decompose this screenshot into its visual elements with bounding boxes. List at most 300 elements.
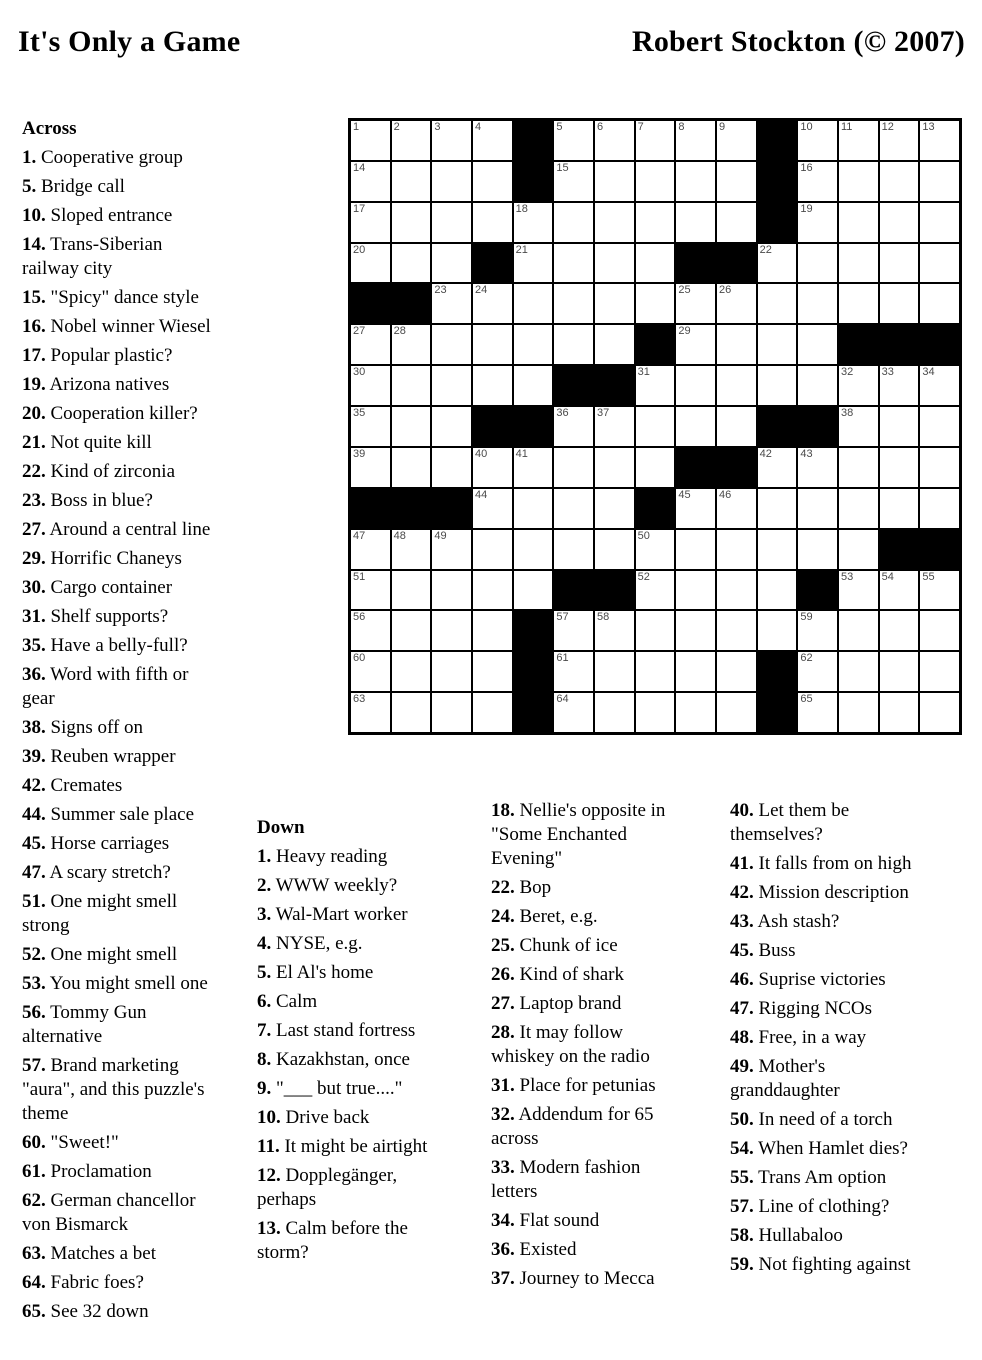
- grid-cell-white: [595, 530, 634, 569]
- clue-number: 5.: [22, 176, 37, 197]
- grid-cell-white: [432, 407, 471, 446]
- cell-number: 41: [515, 447, 528, 460]
- grid-cell-black: [554, 571, 593, 610]
- grid-cell-white: [839, 203, 878, 242]
- clue-number: 13.: [257, 1218, 281, 1239]
- across-clue-21: 21. Not quite kill: [22, 432, 152, 453]
- grid-cell-white: [920, 693, 959, 732]
- clue-number: 17.: [22, 345, 46, 366]
- clue-number: 35.: [22, 635, 46, 656]
- clue-number: 43.: [730, 911, 754, 932]
- grid-cell-white: [676, 284, 715, 323]
- grid-cell-white: [676, 571, 715, 610]
- cell-number: 40: [475, 447, 488, 460]
- grid-cell-white: [880, 121, 919, 160]
- cell-number: 31: [637, 366, 650, 379]
- down-clue-31: 31. Place for petunias: [491, 1075, 656, 1096]
- grid-cell-white: [798, 693, 837, 732]
- clue-number: 15.: [22, 287, 46, 308]
- clue-number: 62.: [22, 1190, 46, 1211]
- grid-cell-white: [432, 652, 471, 691]
- clue-number: 31.: [22, 606, 46, 627]
- grid-cell-black: [758, 652, 797, 691]
- down-clue-43: 43. Ash stash?: [730, 911, 840, 932]
- cell-number: 51: [353, 570, 366, 583]
- cell-number: 49: [434, 529, 447, 542]
- grid-cell-white: [880, 284, 919, 323]
- clue-number: 1.: [257, 846, 272, 867]
- down-clue-49: 49. Mother's granddaughter: [730, 1056, 840, 1101]
- grid-cell-white: [880, 407, 919, 446]
- clue-number: 45.: [22, 833, 46, 854]
- grid-cell-white: [839, 121, 878, 160]
- across-clue-27: 27. Around a central line: [22, 519, 211, 540]
- cell-number: 55: [922, 570, 935, 583]
- grid-cell-white: [636, 121, 675, 160]
- clue-number: 47.: [22, 862, 46, 883]
- grid-cell-black: [473, 244, 512, 283]
- grid-cell-white: [798, 530, 837, 569]
- cell-number: 45: [678, 488, 691, 501]
- grid-cell-white: [717, 530, 756, 569]
- grid-cell-white: [758, 530, 797, 569]
- down-clue-32: 32. Addendum for 65 across: [491, 1104, 654, 1149]
- cell-number: 23: [434, 284, 447, 297]
- grid-cell-white: [798, 489, 837, 528]
- down-clue-40: 40. Let them be themselves?: [730, 800, 850, 845]
- grid-cell-white: [514, 448, 553, 487]
- clue-number: 63.: [22, 1243, 46, 1264]
- clue-number: 9.: [257, 1078, 272, 1099]
- clue-number: 64.: [22, 1272, 46, 1293]
- grid-cell-white: [351, 652, 390, 691]
- down-clue-list-2: [491, 799, 683, 1291]
- cell-number: 24: [475, 284, 488, 297]
- grid-cell-white: [839, 489, 878, 528]
- grid-cell-black: [676, 448, 715, 487]
- grid-cell-white: [432, 693, 471, 732]
- down-clue-5: 5. El Al's home: [257, 962, 374, 983]
- grid-cell-black: [514, 407, 553, 446]
- clue-number: 20.: [22, 403, 46, 424]
- grid-cell-white: [717, 162, 756, 201]
- clue-number: 59.: [730, 1254, 754, 1275]
- grid-cell-white: [392, 366, 431, 405]
- across-clue-42: 42. Cremates: [22, 775, 123, 796]
- across-clue-1: 1. Cooperative group: [22, 147, 183, 168]
- down-section-2: [491, 799, 683, 1296]
- cell-number: 63: [353, 693, 366, 706]
- clue-number: 10.: [257, 1107, 281, 1128]
- down-clue-41: 41. It falls from on high: [730, 853, 912, 874]
- across-clue-30: 30. Cargo container: [22, 577, 173, 598]
- grid-cell-black: [432, 489, 471, 528]
- grid-cell-white: [920, 121, 959, 160]
- grid-cell-white: [514, 489, 553, 528]
- grid-cell-black: [880, 325, 919, 364]
- across-clue-16: 16. Nobel winner Wiesel: [22, 316, 211, 337]
- grid-cell-white: [392, 121, 431, 160]
- grid-cell-white: [514, 366, 553, 405]
- grid-cell-white: [758, 448, 797, 487]
- grid-cell-white: [758, 571, 797, 610]
- grid-cell-white: [717, 203, 756, 242]
- cell-number: 12: [881, 121, 894, 133]
- grid-cell-black: [758, 203, 797, 242]
- clue-number: 21.: [22, 432, 46, 453]
- grid-cell-white: [798, 244, 837, 283]
- grid-cell-white: [432, 530, 471, 569]
- clue-number: 55.: [730, 1167, 754, 1188]
- clue-number: 53.: [22, 973, 46, 994]
- down-clue-33: 33. Modern fashion letters: [491, 1157, 641, 1202]
- across-clue-10: 10. Sloped entrance: [22, 205, 173, 226]
- grid-cell-white: [717, 325, 756, 364]
- down-clue-list-1: [257, 845, 449, 1265]
- grid-cell-white: [717, 571, 756, 610]
- across-clue-list: [22, 146, 219, 1324]
- across-clue-39: 39. Reuben wrapper: [22, 746, 176, 767]
- clue-number: 34.: [491, 1210, 515, 1231]
- clue-number: 40.: [730, 800, 754, 821]
- grid-cell-black: [717, 448, 756, 487]
- grid-cell-white: [920, 203, 959, 242]
- grid-cell-white: [432, 366, 471, 405]
- grid-cell-white: [392, 530, 431, 569]
- cell-number: 18: [515, 202, 528, 215]
- grid-cell-white: [636, 652, 675, 691]
- grid-cell-white: [839, 611, 878, 650]
- grid-cell-white: [676, 652, 715, 691]
- across-clue-5: 5. Bridge call: [22, 176, 125, 197]
- across-clue-64: 64. Fabric foes?: [22, 1272, 144, 1293]
- clue-number: 10.: [22, 205, 46, 226]
- clue-number: 58.: [730, 1225, 754, 1246]
- down-clue-1: 1. Heavy reading: [257, 846, 388, 867]
- grid-cell-white: [839, 284, 878, 323]
- grid-cell-white: [839, 652, 878, 691]
- grid-cell-white: [554, 284, 593, 323]
- cell-number: 46: [719, 488, 732, 501]
- down-clue-3: 3. Wal-Mart worker: [257, 904, 408, 925]
- grid-cell-white: [473, 203, 512, 242]
- grid-cell-white: [798, 284, 837, 323]
- grid-cell-white: [676, 203, 715, 242]
- grid-cell-black: [676, 244, 715, 283]
- across-clue-36: 36. Word with fifth or gear: [22, 664, 189, 709]
- grid-cell-white: [473, 162, 512, 201]
- grid-cell-white: [351, 448, 390, 487]
- grid-cell-white: [351, 162, 390, 201]
- grid-cell-white: [676, 489, 715, 528]
- grid-cell-white: [554, 693, 593, 732]
- grid-cell-white: [798, 652, 837, 691]
- grid-cell-white: [514, 244, 553, 283]
- grid-cell-white: [758, 611, 797, 650]
- cell-number: 39: [353, 447, 366, 460]
- cell-number: 65: [800, 693, 813, 706]
- grid-cell-white: [880, 366, 919, 405]
- grid-cell-white: [920, 571, 959, 610]
- grid-cell-white: [351, 203, 390, 242]
- grid-cell-white: [636, 162, 675, 201]
- down-clue-list-3: [730, 799, 936, 1277]
- grid-cell-white: [798, 162, 837, 201]
- cell-number: 5: [556, 121, 563, 133]
- cell-number: 8: [678, 121, 685, 133]
- cell-number: 60: [353, 652, 366, 665]
- puzzle-title: It's Only a Game: [18, 25, 241, 58]
- across-heading: Across: [22, 118, 77, 139]
- down-clue-54: 54. When Hamlet dies?: [730, 1138, 908, 1159]
- grid-cell-white: [920, 284, 959, 323]
- down-clue-42: 42. Mission description: [730, 882, 909, 903]
- down-clue-58: 58. Hullabaloo: [730, 1225, 843, 1246]
- cell-number: 7: [637, 121, 644, 133]
- across-clue-45: 45. Horse carriages: [22, 833, 170, 854]
- across-clue-63: 63. Matches a bet: [22, 1243, 157, 1264]
- grid-cell-black: [758, 121, 797, 160]
- grid-cell-white: [758, 489, 797, 528]
- clue-number: 2.: [257, 875, 272, 896]
- cell-number: 26: [719, 284, 732, 297]
- clue-number: 8.: [257, 1049, 272, 1070]
- grid-cell-white: [595, 611, 634, 650]
- down-clue-26: 26. Kind of shark: [491, 964, 624, 985]
- grid-cell-white: [473, 325, 512, 364]
- clue-number: 48.: [730, 1027, 754, 1048]
- clue-number: 22.: [22, 461, 46, 482]
- grid-cell-white: [798, 203, 837, 242]
- grid-cell-white: [392, 652, 431, 691]
- clue-number: 52.: [22, 944, 46, 965]
- down-clue-36: 36. Existed: [491, 1239, 577, 1260]
- grid-cell-black: [758, 407, 797, 446]
- clue-number: 47.: [730, 998, 754, 1019]
- cell-number: 64: [556, 693, 569, 706]
- grid-cell-black: [514, 652, 553, 691]
- clue-number: 32.: [491, 1104, 515, 1125]
- across-clue-52: 52. One might smell: [22, 944, 178, 965]
- across-clue-56: 56. Tommy Gun alternative: [22, 1002, 147, 1047]
- clue-number: 23.: [22, 490, 46, 511]
- grid-cell-white: [514, 325, 553, 364]
- cell-number: 58: [597, 611, 610, 624]
- down-clue-55: 55. Trans Am option: [730, 1167, 887, 1188]
- grid-cell-white: [514, 284, 553, 323]
- cell-number: 15: [556, 161, 569, 174]
- cell-number: 35: [353, 407, 366, 420]
- grid-cell-white: [595, 244, 634, 283]
- cell-number: 33: [881, 366, 894, 379]
- grid-cell-white: [839, 407, 878, 446]
- cell-number: 48: [393, 529, 406, 542]
- grid-cell-white: [717, 693, 756, 732]
- grid-cell-white: [595, 162, 634, 201]
- grid-cell-white: [392, 448, 431, 487]
- down-clue-2: 2. WWW weekly?: [257, 875, 398, 896]
- across-clue-29: 29. Horrific Chaneys: [22, 548, 182, 569]
- grid-cell-white: [717, 611, 756, 650]
- clue-number: 29.: [22, 548, 46, 569]
- grid-cell-white: [473, 530, 512, 569]
- grid-cell-black: [351, 284, 390, 323]
- grid-cell-white: [554, 489, 593, 528]
- grid-cell-white: [473, 366, 512, 405]
- grid-cell-white: [839, 366, 878, 405]
- clue-number: 11.: [257, 1136, 280, 1157]
- grid-cell-white: [432, 611, 471, 650]
- grid-cell-white: [920, 407, 959, 446]
- cell-number: 13: [922, 121, 935, 133]
- grid-cell-white: [392, 611, 431, 650]
- clue-number: 46.: [730, 969, 754, 990]
- grid-cell-white: [676, 366, 715, 405]
- grid-cell-black: [636, 325, 675, 364]
- grid-cell-white: [351, 407, 390, 446]
- grid-cell-white: [595, 325, 634, 364]
- across-clue-19: 19. Arizona natives: [22, 374, 170, 395]
- across-clue-35: 35. Have a belly-full?: [22, 635, 188, 656]
- grid-cell-white: [351, 121, 390, 160]
- grid-cell-white: [351, 325, 390, 364]
- grid-cell-white: [432, 325, 471, 364]
- down-clue-37: 37. Journey to Mecca: [491, 1268, 655, 1289]
- cell-number: 42: [759, 447, 772, 460]
- grid-cell-black: [595, 366, 634, 405]
- grid-cell-white: [554, 121, 593, 160]
- down-clue-4: 4. NYSE, e.g.: [257, 933, 363, 954]
- down-clue-24: 24. Beret, e.g.: [491, 906, 598, 927]
- grid-cell-white: [880, 203, 919, 242]
- clue-number: 37.: [491, 1268, 515, 1289]
- clue-number: 33.: [491, 1157, 515, 1178]
- clue-number: 57.: [22, 1055, 46, 1076]
- clue-number: 14.: [22, 234, 46, 255]
- down-clue-25: 25. Chunk of ice: [491, 935, 618, 956]
- grid-cell-white: [554, 652, 593, 691]
- cell-number: 32: [841, 366, 854, 379]
- across-clue-22: 22. Kind of zirconia: [22, 461, 176, 482]
- down-clue-10: 10. Drive back: [257, 1107, 370, 1128]
- grid-cell-white: [554, 407, 593, 446]
- cell-number: 14: [353, 161, 366, 174]
- grid-cell-black: [920, 325, 959, 364]
- grid-cell-white: [595, 407, 634, 446]
- clue-number: 56.: [22, 1002, 46, 1023]
- cell-number: 59: [800, 611, 813, 624]
- across-clue-60: 60. "Sweet!": [22, 1132, 119, 1153]
- clue-number: 7.: [257, 1020, 272, 1041]
- cell-number: 57: [556, 611, 569, 624]
- across-clue-20: 20. Cooperation killer?: [22, 403, 198, 424]
- grid-cell-white: [473, 284, 512, 323]
- grid-cell-white: [839, 244, 878, 283]
- cell-number: 36: [556, 407, 569, 420]
- cell-number: 47: [353, 529, 366, 542]
- down-clue-9: 9. "___ but true....": [257, 1078, 403, 1099]
- cell-number: 29: [678, 325, 691, 338]
- cell-number: 2: [393, 121, 400, 133]
- grid-cell-black: [514, 693, 553, 732]
- grid-cell-white: [676, 611, 715, 650]
- clue-number: 31.: [491, 1075, 515, 1096]
- grid-cell-black: [473, 407, 512, 446]
- grid-cell-white: [839, 530, 878, 569]
- down-clue-28: 28. It may follow whiskey on the radio: [491, 1022, 650, 1067]
- grid-cell-black: [758, 693, 797, 732]
- clue-number: 44.: [22, 804, 46, 825]
- grid-cell-black: [717, 244, 756, 283]
- cell-number: 62: [800, 652, 813, 665]
- grid-cell-white: [920, 652, 959, 691]
- grid-cell-white: [880, 244, 919, 283]
- grid-cell-black: [798, 407, 837, 446]
- grid-cell-white: [392, 203, 431, 242]
- down-clue-12: 12. Dopplegänger, perhaps: [257, 1165, 398, 1210]
- grid-cell-white: [920, 366, 959, 405]
- grid-cell-white: [514, 530, 553, 569]
- grid-cell-white: [676, 325, 715, 364]
- grid-cell-white: [392, 693, 431, 732]
- grid-cell-white: [636, 693, 675, 732]
- grid-cell-white: [758, 244, 797, 283]
- grid-cell-white: [473, 611, 512, 650]
- cell-number: 3: [434, 121, 441, 133]
- grid-cell-white: [554, 530, 593, 569]
- grid-cell-white: [514, 203, 553, 242]
- across-clue-31: 31. Shelf supports?: [22, 606, 169, 627]
- across-clue-23: 23. Boss in blue?: [22, 490, 153, 511]
- grid-cell-white: [758, 325, 797, 364]
- grid-cell-black: [636, 489, 675, 528]
- grid-cell-white: [636, 366, 675, 405]
- clue-number: 42.: [730, 882, 754, 903]
- cell-number: 27: [353, 325, 366, 338]
- grid-cell-white: [676, 121, 715, 160]
- cell-number: 11: [841, 121, 853, 133]
- grid-cell-white: [636, 284, 675, 323]
- grid-cell-black: [880, 530, 919, 569]
- clue-number: 4.: [257, 933, 272, 954]
- grid-cell-white: [636, 530, 675, 569]
- grid-cell-white: [432, 448, 471, 487]
- grid-cell-white: [798, 325, 837, 364]
- grid-cell-white: [758, 284, 797, 323]
- grid-cell-white: [554, 162, 593, 201]
- grid-cell-white: [676, 162, 715, 201]
- cell-number: 54: [881, 570, 894, 583]
- grid-cell-white: [595, 652, 634, 691]
- grid-cell-white: [676, 407, 715, 446]
- cell-number: 6: [597, 121, 604, 133]
- down-section-3: [730, 799, 936, 1282]
- grid-cell-black: [351, 489, 390, 528]
- clue-number: 26.: [491, 964, 515, 985]
- cell-number: 37: [597, 407, 610, 420]
- grid-cell-white: [432, 203, 471, 242]
- cell-number: 50: [637, 529, 650, 542]
- clue-number: 6.: [257, 991, 272, 1012]
- clue-number: 51.: [22, 891, 46, 912]
- grid-cell-white: [392, 325, 431, 364]
- grid-cell-white: [595, 284, 634, 323]
- down-clue-50: 50. In need of a torch: [730, 1109, 893, 1130]
- down-clue-7: 7. Last stand fortress: [257, 1020, 416, 1041]
- grid-cell-white: [920, 448, 959, 487]
- down-clue-11: 11. It might be airtight: [257, 1136, 428, 1157]
- grid-cell-white: [798, 448, 837, 487]
